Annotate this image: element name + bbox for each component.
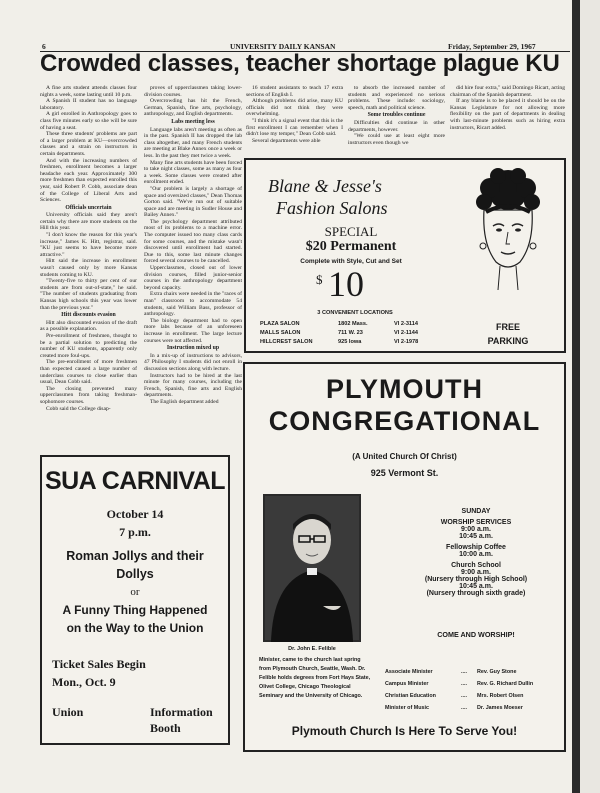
church-address: 925 Vermont St. bbox=[370, 468, 439, 478]
church-subtitle: (A United Church Of Christ) bbox=[352, 452, 457, 461]
article-paragraph: Although problems did arise, many KU officials did not think they were overwhelming. bbox=[246, 98, 343, 118]
article-paragraph: Cobb said the College disap- bbox=[46, 405, 111, 412]
article-paragraph: University officials said they aren't certain why there are more students on the Hill this year. bbox=[40, 212, 137, 232]
article-paragraph: The pre-enrollment of more freshmen than expected caused a large number of underclass courses to close earlier than usual, Dean Cobb said. bbox=[40, 359, 137, 386]
church-title-line1: PLYMOUTH bbox=[325, 374, 483, 404]
leader-dots: .... bbox=[461, 669, 467, 675]
church-ad bbox=[243, 362, 566, 752]
salon-location-cell: 925 Iowa bbox=[338, 339, 362, 345]
article-paragraph: A fine arts student attends classes four nights a week, some lasting until 10 p.m. bbox=[40, 85, 137, 98]
article-paragraph: Extra chairs were needed in the "races of man" classroom to accommodate 54 students, said William Bass, professor of anthropology. bbox=[144, 291, 242, 318]
salon-location-cell: HILLCREST SALON bbox=[260, 339, 313, 345]
salon-locations-list bbox=[260, 321, 454, 348]
salon-complete: Complete with Style, Cut and Set bbox=[300, 258, 402, 265]
service-heading: Church School bbox=[451, 562, 501, 569]
salon-offer: $20 Permanent bbox=[305, 239, 397, 254]
salon-location-cell: PLAZA SALON bbox=[260, 321, 300, 327]
article-column-2 bbox=[144, 85, 242, 450]
article-paragraph: Hitt said the increase in enrollment wasn't caused only by more Kansas students coming to KU. bbox=[40, 258, 137, 278]
salon-location-cell: MALLS SALON bbox=[260, 330, 301, 336]
service-heading: SUNDAY bbox=[461, 508, 491, 515]
article-paragraph: A Spanish II student has no language laboratory. bbox=[40, 98, 137, 111]
staff-row bbox=[385, 681, 561, 687]
article-paragraph: The biology department had to open more labs because of an unforeseen increase in enrollment. The large lecture courses were not affected. bbox=[144, 317, 242, 344]
staff-name: Dr. James Moeser bbox=[477, 705, 523, 711]
carnival-info-line2: Booth bbox=[150, 721, 181, 735]
staff-row bbox=[385, 669, 561, 675]
article-paragraph: And with the increasing numbers of freshmen, enrollment becomes a larger headache each year. Approximately 300 more freshmen than expected enrolled this year, said Robert P. Cobb, associate dean of the College of Liberal Arts and Sciences. bbox=[40, 157, 137, 204]
pastor-name: Dr. John E. Felible bbox=[288, 646, 336, 652]
woman-portrait-icon bbox=[456, 166, 562, 294]
service-time: 9:00 a.m. bbox=[461, 526, 491, 533]
carnival-line3: A Funny Thing Happened bbox=[62, 603, 208, 617]
article-column-1 bbox=[40, 85, 137, 450]
service-time: 10:00 a.m. bbox=[459, 551, 493, 558]
staff-role: Campus Minister bbox=[385, 681, 429, 687]
issue-date: Friday, September 29, 1967 bbox=[448, 42, 536, 51]
article-paragraph: did hire four extra," said Domingo Ricart, acting chairman of the Spanish department. bbox=[450, 85, 565, 98]
salon-location-cell: VI 2-3114 bbox=[394, 321, 418, 327]
service-time: 10:45 a.m. bbox=[459, 533, 493, 540]
article-subhead: Instruction mixed up bbox=[166, 345, 220, 352]
article-column-3 bbox=[246, 85, 343, 149]
service-schedule bbox=[395, 504, 557, 597]
article-paragraph: Several departments were able bbox=[252, 137, 321, 144]
article-paragraph: In a mix-up of instructions to advisors, 47 Philosophy I students did not enroll in discussion sections along with lecture. bbox=[144, 352, 242, 372]
salon-location-row bbox=[260, 339, 454, 345]
article-paragraph: These three students' problems are part of a larger problem at KU—overcrowded classes and a strain on instructors in certain departments. bbox=[40, 131, 137, 157]
carnival-info-line1: Information bbox=[150, 705, 213, 719]
staff-role: Associate Minister bbox=[385, 669, 433, 675]
salon-location-row bbox=[260, 330, 454, 336]
article-paragraph: "Our problem is largely a shortage of space and oversized classes," Dean Thomas Gorton said. "We've run out of suitable space and are meeting in Sudler House and Bailey Annex." bbox=[144, 185, 242, 219]
salon-dollar-sign: $ bbox=[316, 272, 323, 287]
article-paragraph: Language labs aren't meeting as often as in the past. Spanish II has dropped the lab class altogether, and many French students are meeting at Blake Annex once a week or less. In the past they met twice a week. bbox=[144, 126, 242, 159]
article-subhead: Officials uncertain bbox=[65, 204, 112, 211]
salon-location-cell: VI 2-1978 bbox=[394, 339, 419, 345]
article-paragraph: 16 student assistants to teach 17 extra sections of English I. bbox=[246, 85, 343, 98]
page-number: 6 bbox=[42, 42, 46, 51]
salon-locations-title: 3 CONVENIENT LOCATIONS bbox=[317, 310, 393, 316]
paper-name: UNIVERSITY DAILY KANSAN bbox=[230, 42, 336, 51]
salon-name-line2: Fashion Salons bbox=[276, 198, 388, 218]
church-footer: Plymouth Church Is Here To Serve You! bbox=[291, 724, 518, 738]
staff-name: Rev. Guy Stone bbox=[477, 669, 517, 675]
adjacent-page-edge bbox=[572, 0, 600, 793]
article-paragraph: "I think it's a signal event that this is the first enrollment I can remember when I didn't lose my temper," Dean Cobb said. bbox=[246, 117, 343, 138]
service-time: 9:00 a.m. bbox=[461, 569, 491, 576]
pastor-photo bbox=[263, 494, 361, 642]
article-paragraph: The closing prevented many upperclassmen from taking freshman-sophomore courses. bbox=[40, 385, 137, 405]
article-paragraph: The English department added bbox=[150, 398, 219, 405]
carnival-line1: Roman Jollys and their bbox=[66, 549, 204, 563]
staff-row bbox=[385, 705, 561, 711]
article-paragraph: Many fine arts students have been forced to take night classes, some as many as four a week. Some classes were created after enrollment ended. bbox=[144, 159, 242, 186]
service-time: (Nursery through High School) bbox=[424, 576, 528, 583]
pastor-bio: Minister, came to the church last spring from Plymouth Church, Seattle, Wash. Dr. Felible holds degrees from Fort Hays State, Olivet College, Chicago Theological Seminary and the University of Chicago. bbox=[259, 657, 371, 699]
staff-role: Christian Education bbox=[385, 693, 436, 699]
service-heading: Fellowship Coffee bbox=[446, 544, 506, 551]
article-subhead: Some troubles continue bbox=[367, 112, 426, 119]
staff-name: Rev. G. Richard Dullin bbox=[477, 681, 534, 687]
staff-name: Mrs. Robert Olsen bbox=[477, 693, 524, 699]
carnival-tickets-line1: Ticket Sales Begin bbox=[52, 657, 146, 671]
staff-role: Minister of Music bbox=[385, 705, 430, 711]
service-time: 10:45 a.m. bbox=[459, 583, 493, 590]
leader-dots: .... bbox=[461, 693, 467, 699]
article-column-4 bbox=[348, 85, 445, 149]
come-and-worship: COME AND WORSHIP! bbox=[437, 630, 515, 639]
article-column-5 bbox=[450, 85, 565, 149]
salon-price: 10 bbox=[328, 264, 364, 304]
article-paragraph: "We could use at least eight more instructors even though we bbox=[348, 133, 445, 146]
carnival-or: or bbox=[130, 586, 140, 598]
carnival-title: SUA CARNIVAL bbox=[44, 467, 226, 495]
church-title-line2: CONGREGATIONAL bbox=[268, 406, 541, 436]
carnival-date: October 14 bbox=[106, 507, 164, 521]
article-subhead: Hitt discounts evasion bbox=[61, 312, 116, 319]
article-paragraph: "I don't know the reason for this year's increase," James K. Hitt, registrar, said. "KU just seems to have become more attractive." bbox=[40, 232, 137, 258]
carnival-ad bbox=[40, 455, 230, 745]
salon-name-line1: Blane & Jesse's bbox=[268, 176, 382, 196]
carnival-tickets-line2: Mon., Oct. 9 bbox=[52, 675, 116, 689]
salon-ad bbox=[244, 158, 566, 353]
salon-location-cell: VI 2-1144 bbox=[394, 330, 418, 336]
carnival-line4: on the Way to the Union bbox=[66, 621, 204, 635]
church-staff-list bbox=[385, 669, 561, 717]
article-paragraph: Hitt also discounted evasion of the draft as a possible explanation. bbox=[40, 319, 137, 333]
service-heading: WORSHIP SERVICES bbox=[440, 519, 512, 526]
article-paragraph: If any blame is to be placed it should be on the Kansas Legislature for not allowing more flexibility on the part of departments in dealing with last-minute problems such as hiring extra instructors, Ricart added. bbox=[450, 98, 565, 131]
salon-free: FREE bbox=[495, 322, 520, 332]
carnival-line2: Dollys bbox=[116, 567, 154, 581]
article-paragraph: proves of upperclassmen taking lower-division courses. bbox=[144, 85, 242, 98]
article-paragraph: "Twenty-five to thirty per cent of our students are from out-of-state," he said. "The number of students graduating from Kansas high schools this year was lower than the previous year." bbox=[40, 278, 137, 311]
leader-dots: .... bbox=[461, 681, 467, 687]
salon-parking: PARKING bbox=[487, 336, 529, 346]
carnival-time: 7 p.m. bbox=[119, 525, 151, 539]
headline: Crowded classes, teacher shortage plague KU bbox=[40, 50, 560, 77]
article-paragraph: Instructors had to be hired at the last minute for many courses, including the French, Spanish, fine arts and English departments. bbox=[144, 372, 242, 399]
article-paragraph: Pre-enrollment of freshmen, thought to be a partial solution to predicting the number of KU students, apparently only created more foul-ups. bbox=[40, 332, 137, 359]
article-paragraph: Overcrowding has hit the French, German, Spanish, fine arts, psychology, anthropology, and English departments. bbox=[144, 98, 242, 118]
article-paragraph: Difficulties did continue in other departments, however. bbox=[348, 119, 445, 133]
salon-location-cell: 711 W. 23 bbox=[338, 330, 363, 336]
salon-location-row bbox=[260, 321, 454, 327]
article-paragraph: Upperclassmen, closed out of lower division courses, filled junior-senior courses in the anthropology department beyond capacity. bbox=[144, 265, 242, 291]
salon-location-cell: 1802 Mass. bbox=[338, 321, 368, 327]
salon-special: SPECIAL bbox=[324, 224, 378, 239]
leader-dots: .... bbox=[461, 705, 467, 711]
article-paragraph: The psychology department attributed most of its problems to a machine error. The computer issued too many class cards for some courses, and the mistake wasn't discovered until enrollment had started. Due to this, some last minute changes forced several courses to be cancelled. bbox=[144, 218, 242, 265]
service-time: (Nursery through sixth grade) bbox=[426, 590, 526, 597]
article-paragraph: to absorb the increased number of students and experienced no serious problems. These include: sociology, speech, math and political science. bbox=[348, 85, 445, 111]
carnival-union: Union bbox=[52, 705, 84, 719]
article-paragraph: A girl enrolled in Anthropology goes to class five minutes early so she will be sure of having a seat. bbox=[40, 111, 137, 131]
staff-row bbox=[385, 693, 561, 699]
article-subhead: Labs meeting less bbox=[171, 118, 215, 125]
